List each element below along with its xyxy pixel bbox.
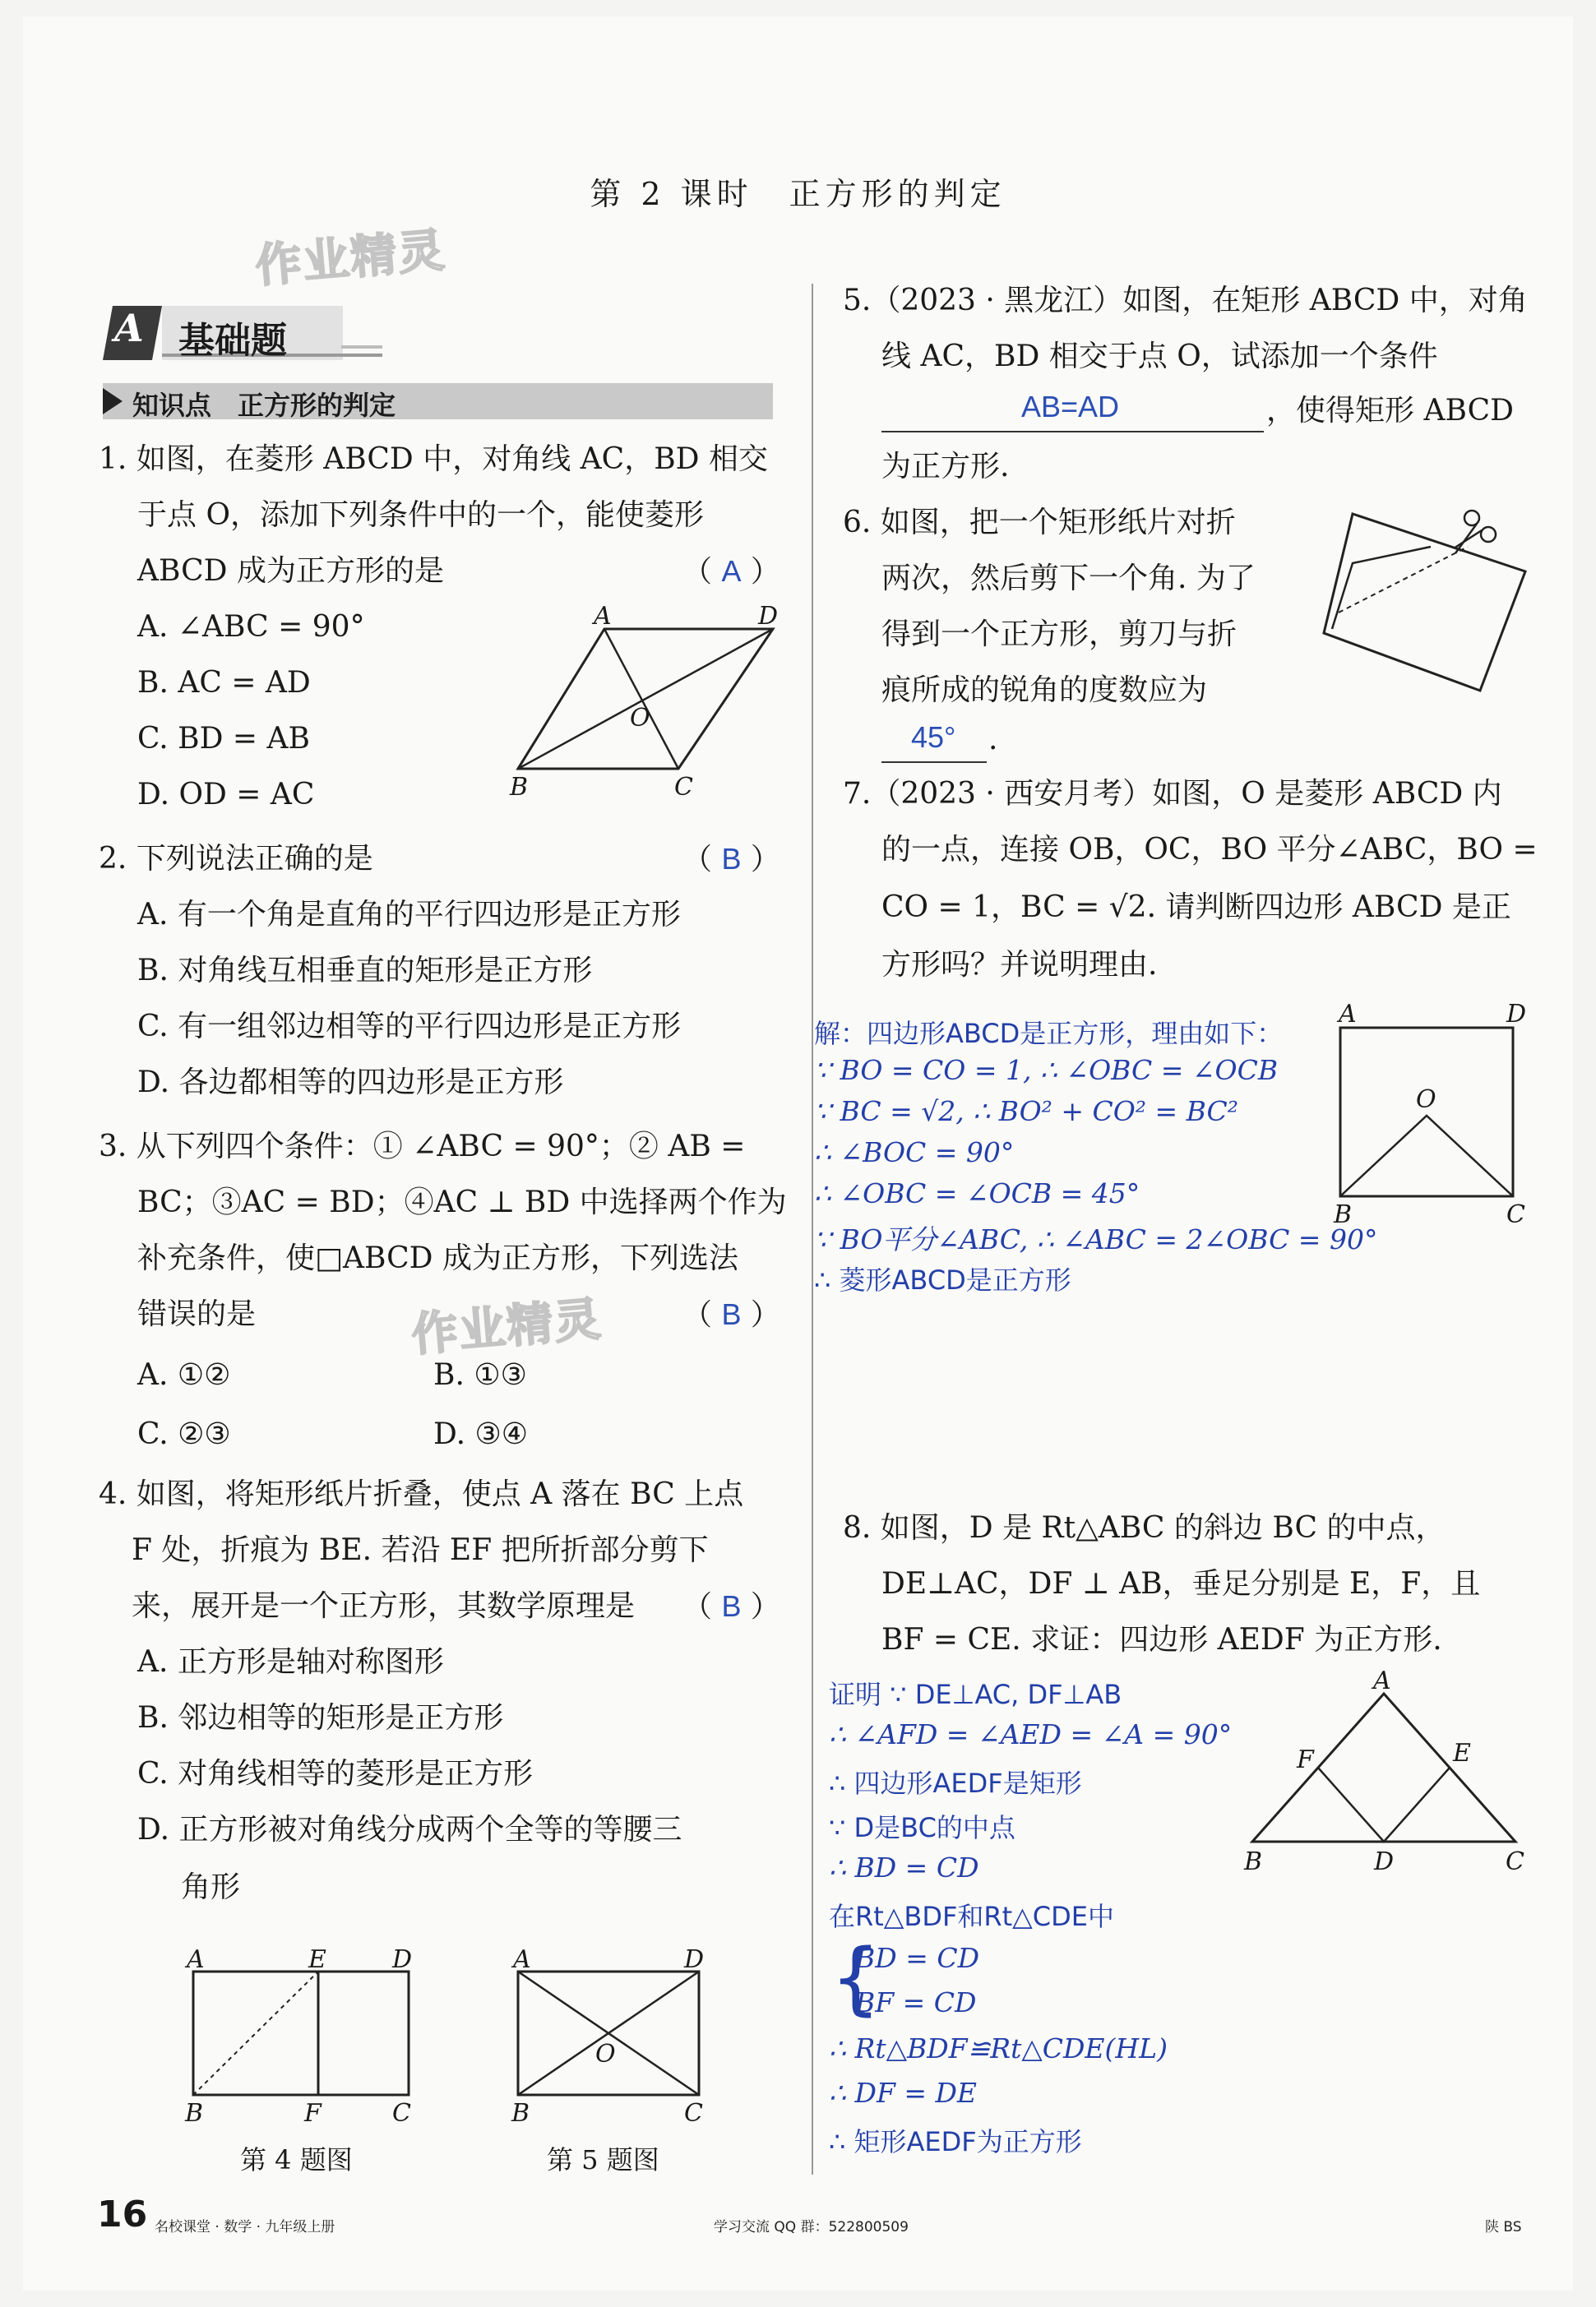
label-b: B (510, 773, 529, 802)
q4-answer: B (721, 1589, 742, 1623)
q1-rhombus-figure (502, 604, 789, 802)
q7-stem-line2: 的一点，连接 OB，OC，BO 平分∠ABC，BO = (881, 833, 1538, 867)
q7-solution-line2: ∵ BO = CO = 1, ∴ ∠OBC = ∠OCB (814, 1054, 1279, 1086)
q4-option-b: B. 邻边相等的矩形是正方形 (137, 1701, 504, 1735)
q3-option-c: C. ②③ (137, 1417, 231, 1451)
q3-stem-line4: 错误的是 (137, 1297, 257, 1331)
label-a: A (594, 602, 612, 631)
q8-label-c: C (1506, 1847, 1524, 1876)
watermark-top: 作业精灵 (253, 223, 448, 294)
q3-stem-line1: 3. 从下列四个条件：① ∠ABC = 90°；② AB = (99, 1130, 746, 1163)
q2-option-b: B. 对角线互相垂直的矩形是正方形 (137, 954, 593, 987)
fig4-crease-be (193, 1972, 318, 2095)
q7-label-b: B (1334, 1200, 1353, 1229)
q7-stem-line3: CO = 1，BC = √2. 请判断四边形 ABCD 是正 (881, 890, 1511, 924)
fig5-rectangle-figure (502, 1947, 715, 2128)
fig5-label-o: O (595, 2040, 616, 2069)
q7-solution-line3: ∵ BC = √2, ∴ BO² + CO² = BC² (814, 1095, 1238, 1127)
q8-proof-line2: ∴ ∠AFD = ∠AED = ∠A = 90° (829, 1718, 1233, 1750)
q1-option-c: C. BD = AB (137, 722, 310, 756)
knowledge-point-bar (103, 383, 773, 419)
q6-stem-line4: 痕所成的锐角的度数应为 (881, 673, 1208, 707)
label-d: D (758, 602, 779, 631)
q8-proof-line3: ∴ 四边形AEDF是矩形 (829, 1768, 1082, 1799)
q8-proof-line4: ∵ D是BC的中点 (829, 1812, 1015, 1843)
page-title: 第 2 课时 正方形的判定 (590, 176, 1006, 212)
q4-option-d-cont: 角形 (181, 1870, 241, 1904)
q7-label-d: D (1506, 1000, 1527, 1029)
q8-proof-line7: BD = CD (855, 1942, 980, 1974)
q7-solution-line5: ∴ ∠OBC = ∠OCB = 45° (814, 1177, 1140, 1209)
paper-fold (1332, 547, 1431, 629)
q4-answer-bracket: （ B ） (682, 1589, 780, 1624)
q3-option-a: A. ①② (137, 1358, 231, 1392)
q3-answer-bracket: （ B ） (682, 1297, 780, 1332)
fig4-caption: 第 4 题图 (240, 2144, 353, 2175)
section-badge-letter: A (114, 306, 144, 350)
q4-option-d: D. 正方形被对角线分成两个全等的等腰三 (137, 1813, 682, 1847)
page-number: 16 (97, 2194, 148, 2235)
q6-stem-line2: 两次，然后剪下一个角. 为了 (881, 562, 1256, 595)
fig5-label-d: D (684, 1945, 705, 1974)
fig5-label-b: B (511, 2099, 530, 2128)
q3-answer: B (721, 1297, 742, 1331)
q5-stem-line4: 为正方形. (881, 450, 1010, 483)
label-c: C (674, 773, 693, 802)
watermark-middle: 作业精灵 (409, 1292, 604, 1362)
footer-qq-group: 学习交流 QQ 群：522800509 (714, 2219, 909, 2235)
q8-triangle-figure (1237, 1669, 1534, 1875)
q7-square-figure (1324, 999, 1527, 1229)
q8-triangle-abc (1252, 1694, 1515, 1842)
q7-ob-oc (1340, 1116, 1513, 1196)
footer-book-title: 名校课堂 · 数学 · 九年级上册 (155, 2219, 335, 2235)
q2-option-c: C. 有一组邻边相等的平行四边形是正方形 (137, 1010, 682, 1043)
q7-stem-line1: 7.（2023 · 西安月考）如图，O 是菱形 ABCD 内 (843, 777, 1502, 811)
section-label: 基础题 (178, 320, 287, 362)
q1-option-d: D. OD = AC (137, 778, 315, 811)
q6-stem-line3: 得到一个正方形，剪刀与折 (881, 617, 1237, 651)
q8-stem-line1: 8. 如图，D 是 Rt△ABC 的斜边 BC 的中点， (843, 1511, 1446, 1545)
q4-stem-line2: F 处，折痕为 BE. 若沿 EF 把所折部分剪下 (132, 1533, 709, 1567)
q4-option-c: C. 对角线相等的菱形是正方形 (137, 1757, 534, 1791)
q1-answer: A (721, 554, 742, 588)
q8-proof-line5: ∴ BD = CD (829, 1852, 979, 1884)
q2-option-a: A. 有一个角是直角的平行四边形是正方形 (137, 898, 681, 932)
fig4-label-a: A (187, 1945, 205, 1974)
q3-stem-line3: 补充条件，使□ABCD 成为正方形，下列选法 (137, 1241, 738, 1275)
q7-label-o: O (1416, 1085, 1436, 1114)
q5-stem-line2: 线 AC，BD 相交于点 O，试添加一个条件 (881, 340, 1438, 373)
q7-solution-line4: ∴ ∠BOC = 90° (814, 1136, 1015, 1168)
q8-stem-line3: BF = CE. 求证：四边形 AEDF 为正方形. (881, 1623, 1442, 1657)
q8-proof-line11: ∴ 矩形AEDF为正方形 (829, 2126, 1082, 2157)
q6-answer: 45° (911, 720, 956, 754)
q8-proof-brace: { (830, 1932, 881, 2024)
fig5-label-c: C (684, 2099, 703, 2128)
q4-option-a: A. 正方形是轴对称图形 (137, 1645, 444, 1679)
q2-stem: 2. 下列说法正确的是 (99, 842, 373, 876)
q7-label-a: A (1339, 1000, 1357, 1029)
q8-proof-line1: 证明 ∵ DE⊥AC, DF⊥AB (829, 1679, 1122, 1710)
fig4-label-f: F (304, 2099, 322, 2128)
play-triangle-icon (103, 388, 123, 414)
q7-solution-line6: ∵ BO平分∠ABC, ∴ ∠ABC = 2∠OBC = 90° (814, 1223, 1378, 1255)
fig4-label-c: C (392, 2099, 411, 2128)
scissors-icon (1454, 511, 1496, 553)
q8-label-e: E (1453, 1739, 1471, 1768)
fig5-label-a: A (513, 1945, 531, 1974)
cut-line (1339, 547, 1468, 613)
diagonal-ac (604, 629, 678, 769)
q8-label-d: D (1374, 1847, 1395, 1876)
q1-option-b: B. AC = AD (137, 666, 311, 700)
q2-answer: B (721, 842, 742, 876)
column-divider (812, 284, 813, 2175)
q6-answer-blank (881, 719, 987, 763)
q4-stem-line1: 4. 如图，将矩形纸片折叠，使点 A 落在 BC 上点 (99, 1477, 744, 1511)
fig5-caption: 第 5 题图 (547, 2144, 659, 2175)
diagonal-bd (518, 629, 773, 769)
knowledge-point-label: 知识点 正方形的判定 (132, 390, 396, 421)
q1-stem-line3: ABCD 成为正方形的是 (137, 554, 444, 588)
q3-option-d: D. ③④ (433, 1417, 529, 1451)
fig4-rectangle-figure (177, 1947, 423, 2128)
q7-label-c: C (1506, 1200, 1525, 1229)
q5-stem-line1: 5.（2023 · 黑龙江）如图，在矩形 ABCD 中，对角 (843, 284, 1528, 317)
q8-df-de (1318, 1768, 1450, 1842)
q6-stem-line1: 6. 如图，把一个矩形纸片对折 (843, 506, 1236, 539)
q8-label-a: A (1373, 1667, 1391, 1695)
label-o: O (630, 704, 650, 733)
q1-stem-line1: 1. 如图，在菱形 ABCD 中，对角线 AC，BD 相交 (99, 442, 768, 476)
q6-folded-paper-figure (1316, 497, 1529, 703)
q5-answer-blank (881, 385, 1264, 432)
q7-solution-line1: 解：四边形ABCD是正方形，理由如下： (814, 1018, 1284, 1049)
fig4-label-e: E (308, 1945, 326, 1974)
q3-option-b: B. ①③ (433, 1358, 527, 1392)
paper-outer (1324, 514, 1525, 691)
q3-stem-line2: BC；③AC = BD；④AC ⊥ BD 中选择两个作为 (137, 1186, 787, 1219)
q8-stem-line2: DE⊥AC，DF ⊥ AB，垂足分别是 E，F，且 (881, 1567, 1481, 1601)
q1-stem-line2: 于点 O，添加下列条件中的一个，能使菱形 (137, 498, 704, 532)
q5-stem-line3: ，使得矩形 ABCD (1266, 394, 1514, 428)
q5-answer: AB=AD (1021, 390, 1120, 423)
q8-label-f: F (1297, 1745, 1314, 1774)
footer-edition: 陕 BS (1485, 2219, 1522, 2235)
fig4-label-d: D (392, 1945, 413, 1974)
q8-label-b: B (1244, 1847, 1263, 1876)
q7-stem-line4: 方形吗？并说明理由. (881, 948, 1158, 982)
q8-proof-line9: ∴ Rt△BDF≌Rt△CDE(HL) (829, 2032, 1168, 2064)
q6-stem-end: . (988, 723, 998, 756)
q8-proof-line8: BF = CD (855, 1986, 977, 2018)
q1-option-a: A. ∠ABC = 90° (137, 610, 365, 644)
q4-stem-line3: 来，展开是一个正方形，其数学原理是 (132, 1589, 636, 1623)
q7-solution-line7: ∴ 菱形ABCD是正方形 (814, 1264, 1071, 1296)
fig4-rectangle (193, 1972, 409, 2095)
q1-answer-bracket: （ A ） (682, 554, 780, 589)
q8-proof-line10: ∴ DF = DE (829, 2077, 978, 2109)
q2-option-d: D. 各边都相等的四边形是正方形 (137, 1066, 564, 1099)
section-header (103, 304, 382, 362)
q2-answer-bracket: （ B ） (682, 842, 780, 876)
fig4-label-b: B (185, 2099, 204, 2128)
q8-proof-line6: 在Rt△BDF和Rt△CDE中 (829, 1901, 1114, 1932)
